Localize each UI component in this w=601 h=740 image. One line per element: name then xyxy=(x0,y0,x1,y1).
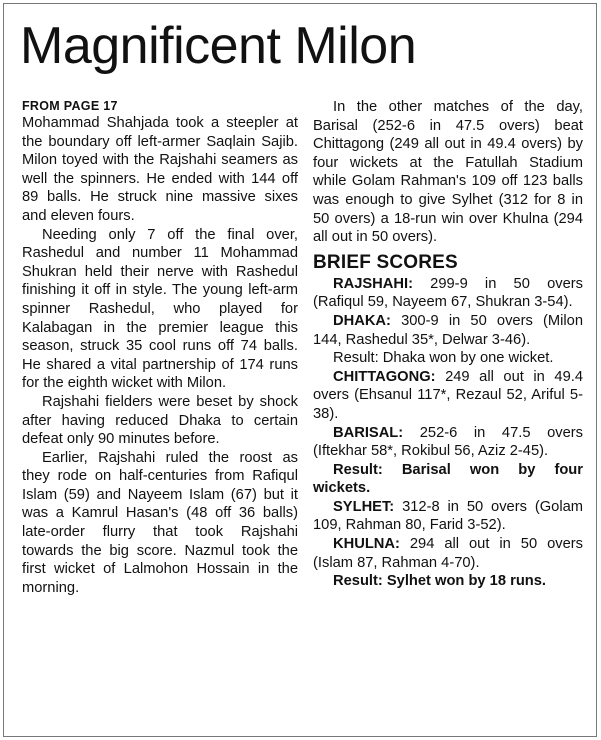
body-paragraph: Earlier, Rajshahi ruled the roost as they rode on half-centuries from Rafiqul Islam (59) and Nayeem Islam (67) but it was a Kamrul Hasan's (48 off 36 balls) late-order flurry that took Rajshahi towards the big score. Nazmul took the first wicket of Lalmohon Hossain in the morning. xyxy=(22,449,298,596)
result-dhaka: Result: Dhaka won by one wicket. xyxy=(333,350,554,367)
score-barisal xyxy=(313,424,583,461)
result-sylhet: Result: Sylhet won by 18 runs. xyxy=(333,573,547,590)
score-text: 299-9 in 50 overs (Rafiqul 59, Nayeem 67, Shukran 3-54). xyxy=(313,275,583,311)
team-name: KHULNA: xyxy=(333,536,400,553)
score-text: 294 all out in 50 overs (Islam 87, Rahman 4-70). xyxy=(313,536,583,571)
score-dhaka xyxy=(313,312,583,349)
score-rajshahi xyxy=(313,275,583,312)
score-text: 249 all out in 49.4 overs (Ehsanul 117*, Rezaul 52, Ariful 5-38). xyxy=(313,368,583,422)
body-paragraph: Rajshahi fielders were beset by shock after having reduced Dhaka to certain defeat only 90 minutes before. xyxy=(22,393,298,448)
brief-scores-title: BRIEF SCORES xyxy=(313,251,458,273)
right-column xyxy=(313,98,583,591)
body-paragraph: Needing only 7 off the final over, Rashedul and number 11 Mohammad Shukran held their nerve with Rashedul finishing it off in style. The young left-arm spinner Rashedul, who played for Kalabagan in the premier league this season, struck 35 cool runs off 74 balls. He shared a vital partnership of 174 runs for the eighth wicket with Milon. xyxy=(22,226,298,392)
team-name: DHAKA: xyxy=(333,312,391,329)
score-text: 300-9 in 50 overs (Milon 144, Rashedul 35*, Delwar 3-46). xyxy=(313,312,583,348)
left-column xyxy=(22,98,298,597)
team-name: RAJSHAHI: xyxy=(333,275,413,292)
headline: Magnificent Milon xyxy=(20,17,417,75)
team-name: SYLHET: xyxy=(333,498,395,515)
team-name: BARISAL: xyxy=(333,424,404,441)
from-page-label: FROM PAGE 17 xyxy=(22,99,118,113)
score-khulna xyxy=(313,535,583,572)
score-chittagong xyxy=(313,368,583,424)
body-paragraph: In the other matches of the day, Barisal (252-6 in 47.5 overs) beat Chittagong (249 all out in 49.4 overs) by four wickets at the Fatullah Stadium while Golam Rahman's 109 off 123 balls was enough to give Sylhet (312 for 8 in 50 overs) a 18-run win over Khulna (294 all out in 50 overs). xyxy=(313,99,583,246)
result-barisal: Result: Barisal won by four wickets. xyxy=(313,461,583,497)
team-name: CHITTAGONG: xyxy=(333,368,436,385)
body-paragraph: Mohammad Shahjada took a steepler at the boundary off left-armer Saqlain Sajib. Milon toyed with the Rajshahi seamers as well the spinners. He ended with 144 off 89 balls. He struck nine massive sixes and eleven fours. xyxy=(22,115,298,224)
score-text: 252-6 in 47.5 overs (Iftekhar 58*, Rokibul 56, Aziz 2-45). xyxy=(313,424,583,460)
score-sylhet xyxy=(313,498,583,535)
score-text: 312-8 in 50 overs (Golam 109, Rahman 80, Farid 3-52). xyxy=(313,498,583,534)
